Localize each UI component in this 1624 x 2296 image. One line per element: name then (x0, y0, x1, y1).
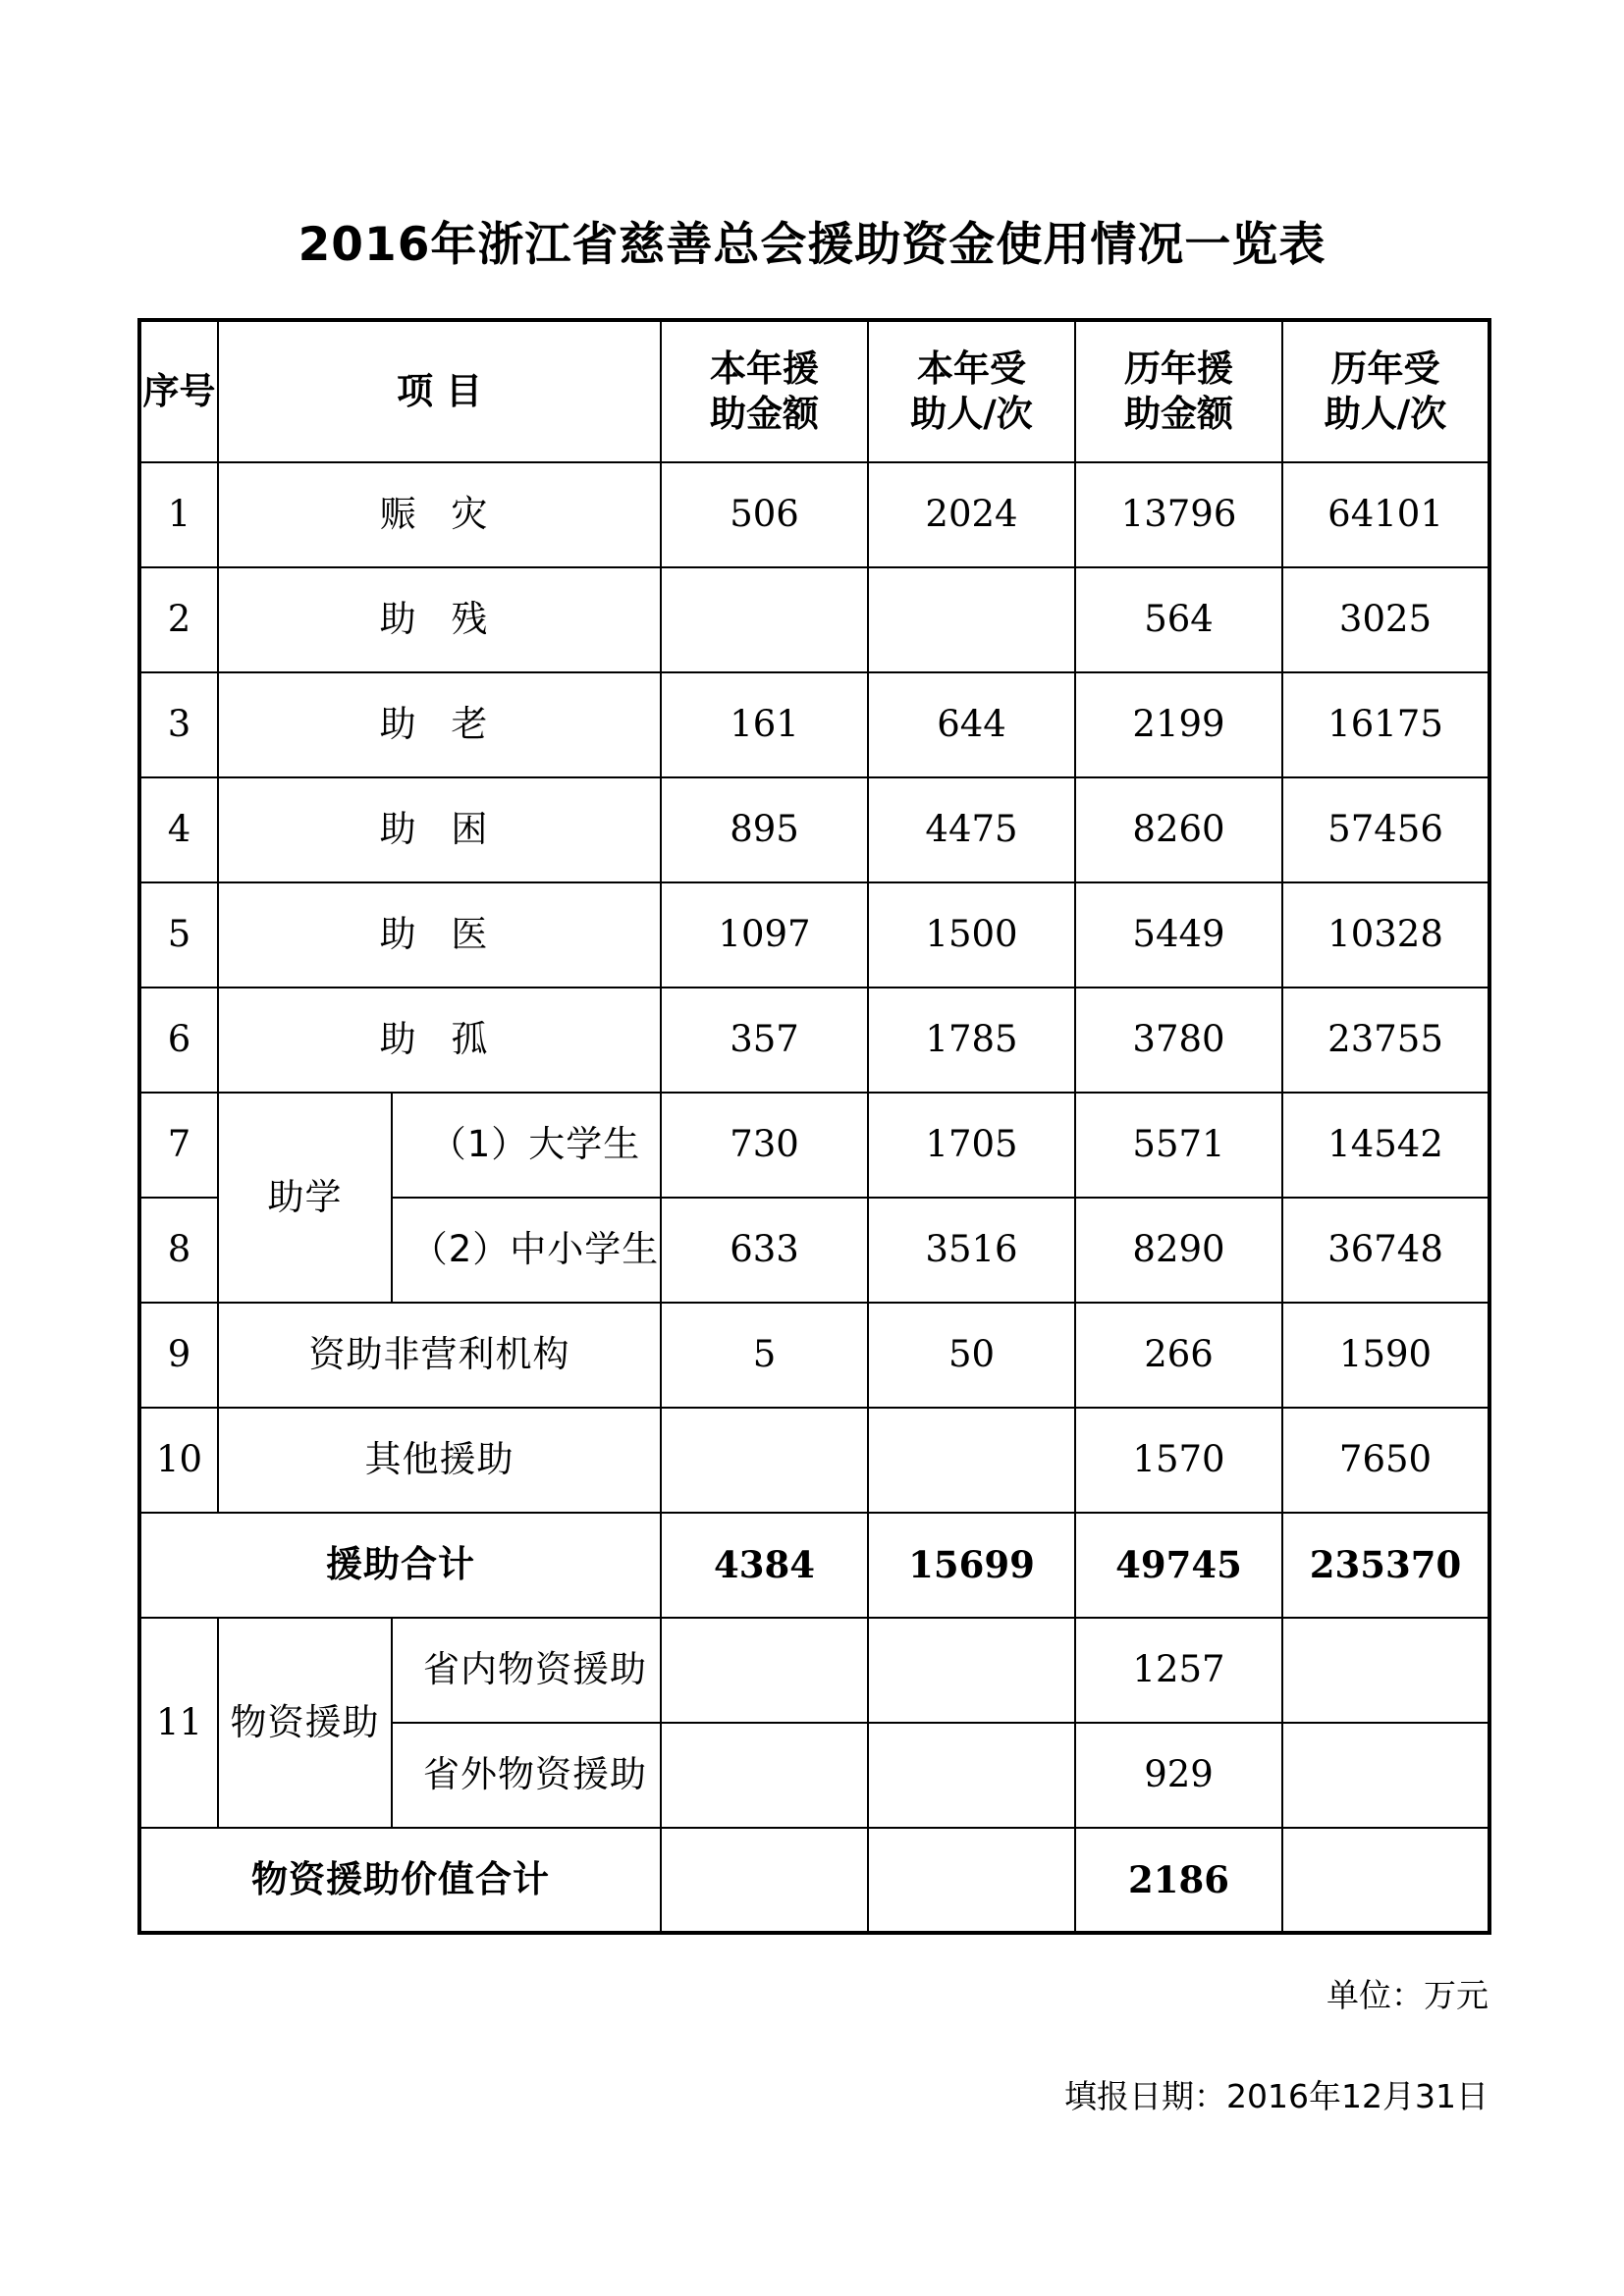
aid-total-current-amount: 4384 (661, 1513, 868, 1618)
row-current-amount: 161 (661, 672, 868, 777)
row-history-amount: 929 (1075, 1723, 1282, 1828)
row-history-amount: 8290 (1075, 1198, 1282, 1303)
aid-total-label: 援助合计 (139, 1513, 661, 1618)
row-item: 助 医 (218, 882, 661, 988)
material-total-history-people (1282, 1828, 1489, 1933)
row-current-people (868, 1618, 1075, 1723)
table-row (139, 1093, 1489, 1198)
table-row (139, 882, 1489, 988)
table-row (139, 567, 1489, 672)
row-history-people: 1590 (1282, 1303, 1489, 1408)
row-seq: 2 (139, 567, 218, 672)
row-current-people: 644 (868, 672, 1075, 777)
row-seq: 3 (139, 672, 218, 777)
row-item: 资助非营利机构 (218, 1303, 661, 1408)
table-header-row (139, 320, 1489, 462)
row-seq: 6 (139, 988, 218, 1093)
row-history-amount: 3780 (1075, 988, 1282, 1093)
row-history-amount: 2199 (1075, 672, 1282, 777)
row-current-people: 1785 (868, 988, 1075, 1093)
unit-note: 单位：万元 (1326, 1976, 1489, 2014)
table-row (139, 988, 1489, 1093)
row-history-people: 16175 (1282, 672, 1489, 777)
row-current-amount: 730 (661, 1093, 868, 1198)
row-current-amount (661, 1408, 868, 1513)
row-history-amount: 5571 (1075, 1093, 1282, 1198)
row-history-people: 64101 (1282, 462, 1489, 567)
table-row (139, 1408, 1489, 1513)
row-history-amount: 13796 (1075, 462, 1282, 567)
row-item: 省外物资援助 (392, 1723, 661, 1828)
row-current-people (868, 567, 1075, 672)
row-seq: 5 (139, 882, 218, 988)
row-current-amount: 357 (661, 988, 868, 1093)
row-item: 助 困 (218, 777, 661, 882)
table-row (139, 672, 1489, 777)
header-seq: 序号 (139, 320, 218, 462)
table-row (139, 1303, 1489, 1408)
row-seq: 1 (139, 462, 218, 567)
row-item: 助 孤 (218, 988, 661, 1093)
row-seq: 4 (139, 777, 218, 882)
row-item: 赈 灾 (218, 462, 661, 567)
row-history-amount: 1570 (1075, 1408, 1282, 1513)
row-current-amount: 5 (661, 1303, 868, 1408)
row-history-amount: 5449 (1075, 882, 1282, 988)
row-history-people (1282, 1618, 1489, 1723)
row-current-people: 50 (868, 1303, 1075, 1408)
row-item: （1）大学生 (392, 1093, 661, 1198)
row-history-amount: 1257 (1075, 1618, 1282, 1723)
header-item: 项 目 (218, 320, 661, 462)
document-title: 2016年浙江省慈善总会援助资金使用情况一览表 (298, 218, 1326, 272)
row-current-amount: 1097 (661, 882, 868, 988)
row-seq: 8 (139, 1198, 218, 1303)
group-label-education: 助学 (218, 1093, 392, 1303)
table-row (139, 1618, 1489, 1723)
row-history-people: 10328 (1282, 882, 1489, 988)
row-item: 助 残 (218, 567, 661, 672)
row-history-people: 36748 (1282, 1198, 1489, 1303)
row-current-amount: 506 (661, 462, 868, 567)
header-current-amount: 本年援 助金额 (661, 320, 868, 462)
row-history-people: 14542 (1282, 1093, 1489, 1198)
material-total-label: 物资援助价值合计 (139, 1828, 661, 1933)
aid-total-history-amount: 49745 (1075, 1513, 1282, 1618)
table-row (139, 462, 1489, 567)
row-current-people: 2024 (868, 462, 1075, 567)
row-current-amount: 895 (661, 777, 868, 882)
row-history-people: 7650 (1282, 1408, 1489, 1513)
aid-total-history-people: 235370 (1282, 1513, 1489, 1618)
row-history-people: 57456 (1282, 777, 1489, 882)
aid-funds-table (137, 318, 1491, 1935)
row-item: 省内物资援助 (392, 1618, 661, 1723)
row-current-people: 3516 (868, 1198, 1075, 1303)
fill-date: 填报日期：2016年12月31日 (1064, 2077, 1489, 2115)
row-current-amount: 633 (661, 1198, 868, 1303)
aid-total-row (139, 1513, 1489, 1618)
row-seq: 11 (139, 1618, 218, 1828)
row-current-people (868, 1723, 1075, 1828)
row-history-amount: 8260 (1075, 777, 1282, 882)
table-row (139, 777, 1489, 882)
row-seq: 10 (139, 1408, 218, 1513)
material-total-current-people (868, 1828, 1075, 1933)
row-current-people: 1500 (868, 882, 1075, 988)
material-total-row (139, 1828, 1489, 1933)
row-current-people: 1705 (868, 1093, 1075, 1198)
header-history-amount: 历年援 助金额 (1075, 320, 1282, 462)
material-total-current-amount (661, 1828, 868, 1933)
row-seq: 7 (139, 1093, 218, 1198)
aid-total-current-people: 15699 (868, 1513, 1075, 1618)
row-history-people: 3025 (1282, 567, 1489, 672)
row-history-people (1282, 1723, 1489, 1828)
row-item: （2）中小学生 (392, 1198, 661, 1303)
row-item: 助 老 (218, 672, 661, 777)
row-history-amount: 266 (1075, 1303, 1282, 1408)
row-seq: 9 (139, 1303, 218, 1408)
row-item: 其他援助 (218, 1408, 661, 1513)
row-current-amount (661, 1618, 868, 1723)
row-current-amount (661, 567, 868, 672)
row-current-people: 4475 (868, 777, 1075, 882)
row-history-amount: 564 (1075, 567, 1282, 672)
header-current-people: 本年受 助人/次 (868, 320, 1075, 462)
row-current-amount (661, 1723, 868, 1828)
row-history-people: 23755 (1282, 988, 1489, 1093)
row-current-people (868, 1408, 1075, 1513)
header-history-people: 历年受 助人/次 (1282, 320, 1489, 462)
material-total-history-amount: 2186 (1075, 1828, 1282, 1933)
group-label-material: 物资援助 (218, 1618, 392, 1828)
